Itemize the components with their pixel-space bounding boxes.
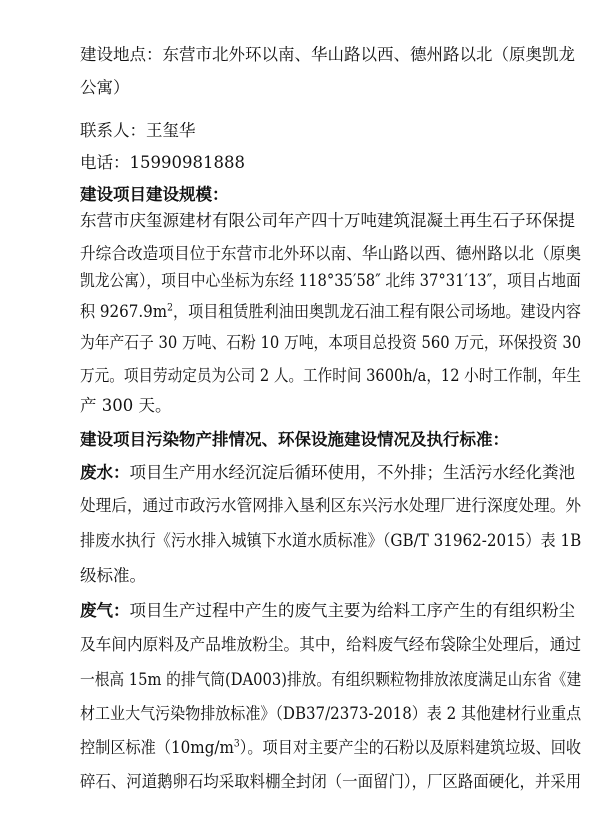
location-line-2: 公寓） — [80, 78, 130, 97]
scale-line-6: 万元。项目劳动定员为公司 2 人。工作时间 3600h/a，12 小时工作制，年生 — [80, 366, 582, 385]
scale-line-1: 东营市庆玺源建材有限公司年产四十万吨建筑混凝土再生石子环保提 — [80, 211, 575, 230]
exhaust-line-5 — [80, 738, 581, 758]
contact-line — [80, 121, 196, 141]
exhaust-line-1 — [80, 601, 575, 621]
wastewater-label: 废水： — [80, 463, 130, 482]
location-text-1: 东营市北外环以南、华山路以西、德州路以北（原奥凯龙 — [162, 45, 575, 64]
phone-line — [80, 153, 245, 173]
location-line-1 — [80, 45, 575, 65]
scale-line-5: 为年产石子 30 万吨、石粉 10 万吨，本项目总投资 560 万元，环保投资 30 — [80, 333, 582, 352]
exhaust-line-3: 一根高 15m 的排气筒(DA003)排放。有组织颗粒物排放浓度满足山东省《建 — [80, 670, 582, 689]
scale-line-3: 凯龙公寓），项目中心坐标为东经 118°35′58″ 北纬 37°31′13″，项目占地面 — [80, 271, 581, 290]
scale-area-superscript: 2 — [167, 302, 173, 314]
wastewater-text-1: 项目生产用水经沉淀后循环使用，不外排；生活污水经化粪池 — [129, 463, 575, 482]
scale-line-4 — [80, 302, 581, 322]
exhaust-line-4: 材工业大气污染物排放标准》（DB37/2373-2018）表 2 其他建材行业重点 — [80, 704, 582, 723]
location-label: 建设地点： — [80, 45, 163, 64]
phone-value: 15990981888 — [129, 153, 245, 172]
exhaust-label: 废气： — [80, 601, 130, 620]
scale-heading: 建设项目建设规模： — [80, 185, 229, 204]
exhaust-unit-superscript: 3 — [233, 738, 240, 750]
exhaust-line-5-rest: ）。项目对主要产尘的石粉以及原料建筑垃圾、回收 — [239, 738, 582, 757]
exhaust-standard-text: 控制区标准（10mg/m — [80, 738, 234, 757]
scale-line-4-rest: ，项目租赁胜利油田奥凯龙石油工程有限公司场地。建设内容 — [172, 302, 581, 321]
exhaust-line-6: 碎石、河道鹅卵石均采取料棚全封闭（一面留门），厂区路面硬化，并采用 — [80, 772, 582, 791]
wastewater-line-2: 处理后，通过市政污水管网排入垦利区东兴污水处理厂进行深度处理。外 — [80, 496, 582, 515]
pollution-heading: 建设项目污染物产排情况、环保设施建设情况及执行标准： — [80, 430, 509, 449]
scale-line-2: 升综合改造项目位于东营市北外环以南、华山路以西、德州路以北（原奥 — [80, 244, 582, 263]
phone-label: 电话： — [80, 153, 130, 172]
contact-value: 王玺华 — [146, 121, 196, 140]
scale-area-text: 积 9267.9m — [80, 302, 168, 321]
exhaust-line-2: 及车间内原料及产品堆放粉尘。其中，给料废气经布袋除尘处理后，通过 — [80, 635, 582, 654]
wastewater-line-4: 级标准。 — [80, 566, 146, 585]
exhaust-text-1: 项目生产过程中产生的废气主要为给料工序产生的有组织粉尘 — [129, 601, 575, 620]
contact-label: 联系人： — [80, 121, 146, 140]
wastewater-line-3: 排废水执行《污水排入城镇下水道水质标准》（GB/T 31962-2015）表 1B — [80, 531, 582, 550]
scale-line-7: 产 300 天。 — [80, 396, 172, 415]
wastewater-line-1 — [80, 463, 575, 483]
